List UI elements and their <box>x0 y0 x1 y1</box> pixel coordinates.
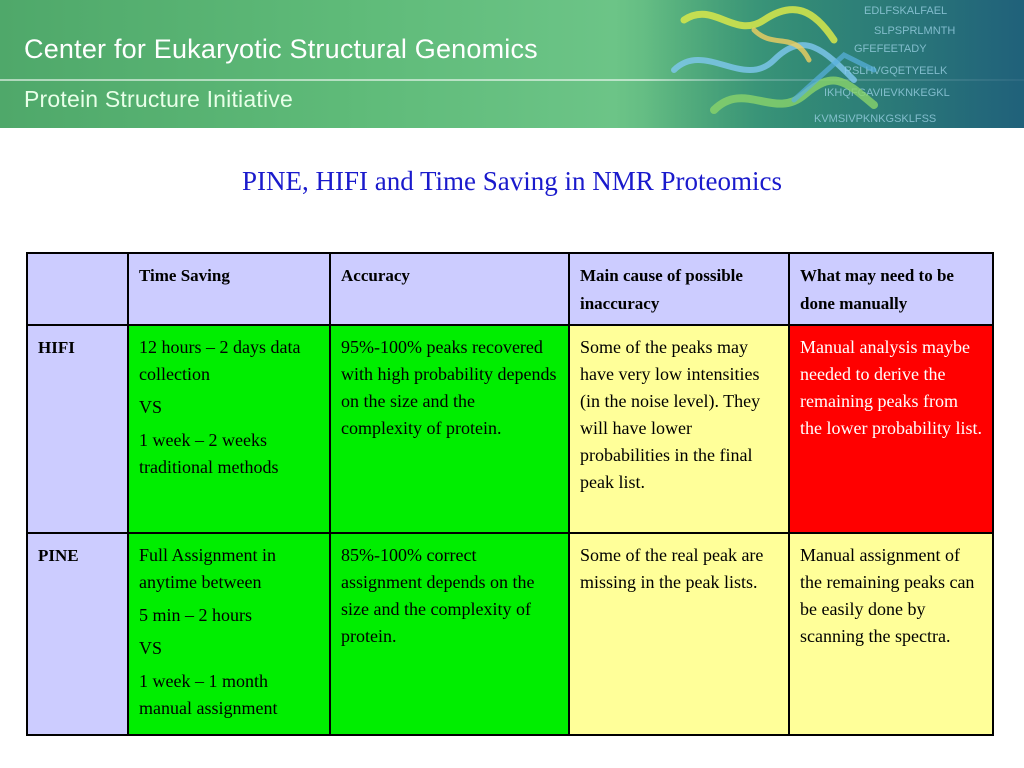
row-label-pine: PINE <box>27 533 128 735</box>
svg-text:IKHQFGAVIEVKNKEGKL: IKHQFGAVIEVKNKEGKL <box>824 87 950 99</box>
hifi-time-saving-cell <box>128 325 330 533</box>
header-empty-cell <box>27 253 128 325</box>
header-manual-work: What may need to be done manually <box>789 253 993 325</box>
svg-text:RSLHVGQETYEELK: RSLHVGQETYEELK <box>844 65 948 77</box>
hifi-time-saving-line: VS <box>139 397 163 417</box>
pine-time-saving-line: VS <box>139 638 163 658</box>
table-row-hifi <box>27 325 993 533</box>
hifi-time-saving-line: 12 hours – 2 days data collection <box>139 337 301 384</box>
table-row-pine <box>27 533 993 735</box>
pine-time-saving-line: 1 week – 1 month manual assignment <box>139 671 278 718</box>
svg-text:KVMSIVPKNKGSKLFSS: KVMSIVPKNKGSKLFSS <box>814 113 937 125</box>
protein-structure-image <box>644 0 1024 128</box>
svg-text:GFEFEETADY: GFEFEETADY <box>854 43 927 55</box>
svg-text:SLPSPRLMNTH: SLPSPRLMNTH <box>874 25 956 37</box>
banner-center-name: Center for Eukaryotic Structural Genomics <box>24 34 538 64</box>
row-label-hifi: HIFI <box>27 325 128 533</box>
hifi-manual-cell: Manual analysis maybe needed to derive the remaining peaks from the lower probability list. <box>789 325 993 533</box>
comparison-table <box>26 252 994 736</box>
pine-time-saving-line: 5 min – 2 hours <box>139 605 253 625</box>
hifi-time-saving-line: 1 week – 2 weeks traditional methods <box>139 430 279 477</box>
banner-initiative-name: Protein Structure Initiative <box>24 86 293 112</box>
pine-time-saving-line: Full Assignment in anytime between <box>139 545 277 592</box>
pine-cause-cell: Some of the real peak are missing in the peak lists. <box>569 533 789 735</box>
hifi-accuracy-cell: 95%-100% peaks recovered with high probability depends on the size and the complexity of protein. <box>330 325 569 533</box>
pine-manual-cell: Manual assignment of the remaining peaks can be easily done by scanning the spectra. <box>789 533 993 735</box>
header-main-cause: Main cause of possible inaccuracy <box>569 253 789 325</box>
header-time-saving: Time Saving <box>128 253 330 325</box>
pine-accuracy-cell: 85%-100% correct assignment depends on the size and the complexity of protein. <box>330 533 569 735</box>
hifi-cause-cell: Some of the peaks may have very low intensities (in the noise level). They will have lower probabilities in the final peak list. <box>569 325 789 533</box>
page-title: PINE, HIFI and Time Saving in NMR Proteomics <box>241 166 783 196</box>
svg-text:EDLFSKALFAEL: EDLFSKALFAEL <box>864 5 948 17</box>
pine-time-saving-cell <box>128 533 330 735</box>
table-header-row <box>27 253 993 325</box>
header-accuracy: Accuracy <box>330 253 569 325</box>
header-banner <box>0 0 1024 128</box>
